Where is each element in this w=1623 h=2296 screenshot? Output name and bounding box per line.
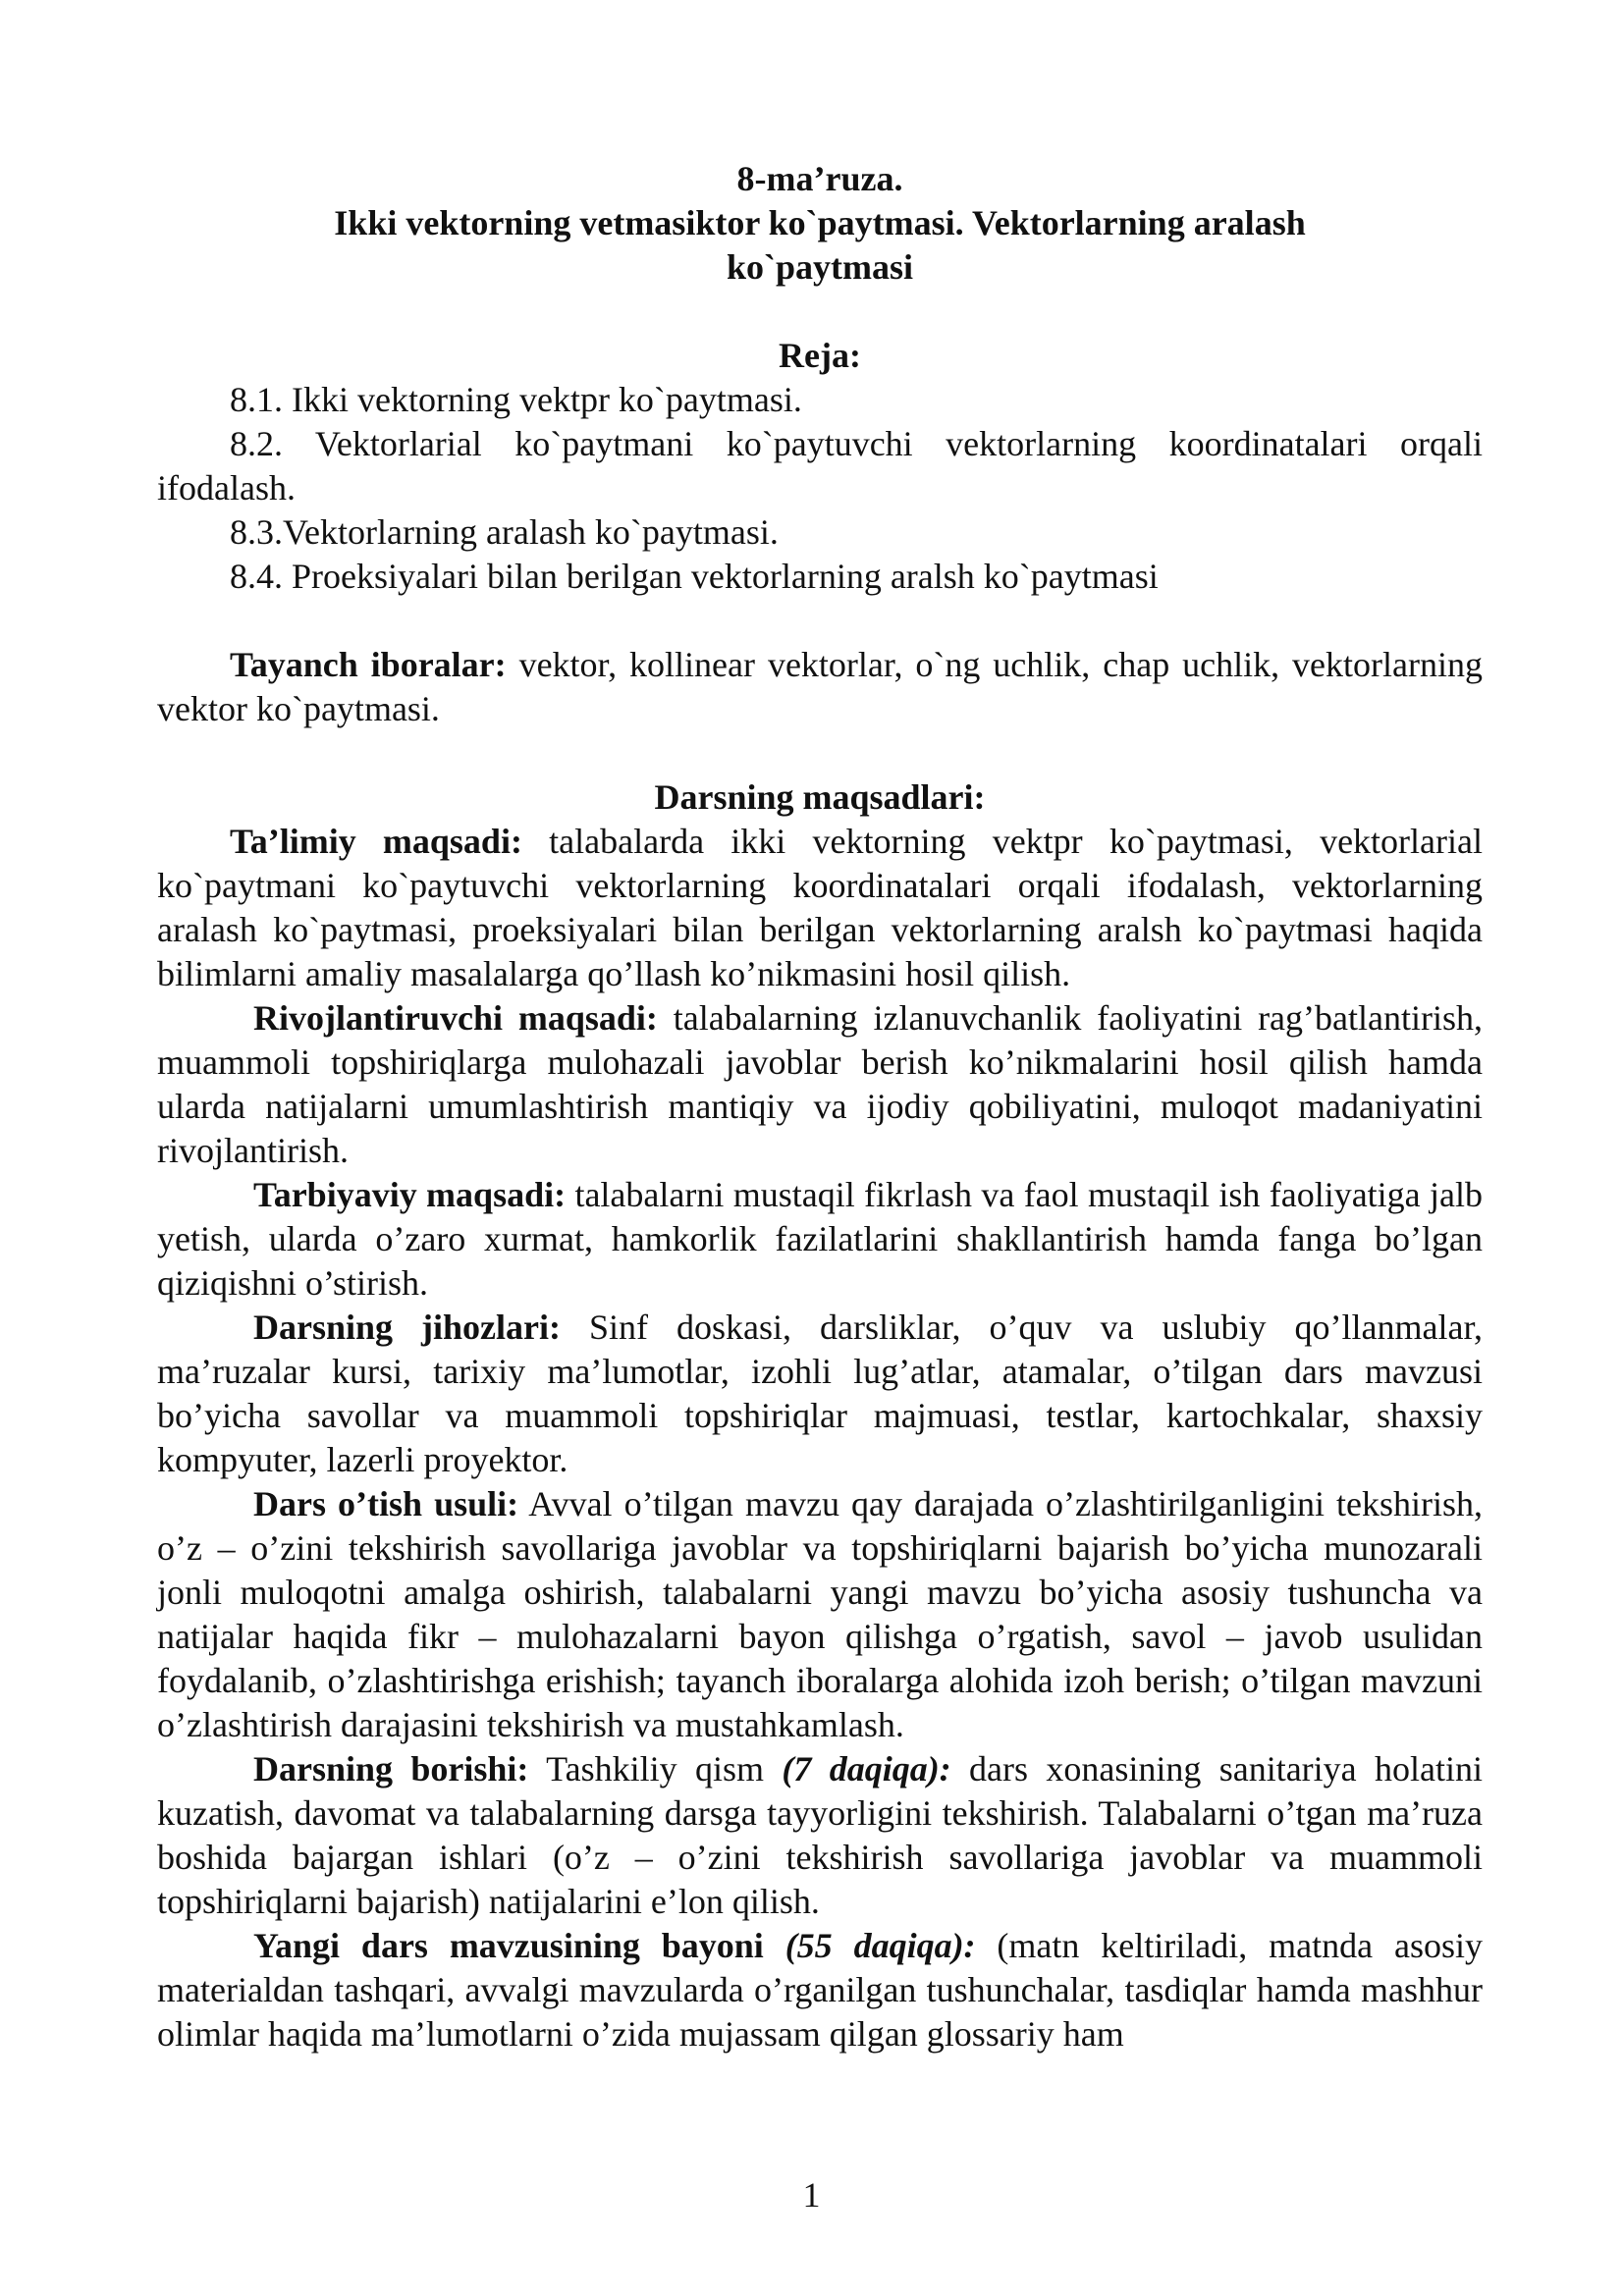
lesson-progress-duration: (7 daqiqa): [782, 1749, 951, 1789]
educational-goal-label: Ta’limiy maqsadi: [230, 822, 522, 861]
key-phrases-paragraph [157, 643, 1483, 731]
upbringing-goal-text: talabalarni mustaqil fikrlash va faol mustaqil ish faoliyatiga jalb yetish, ularda o’zaro xurmat, hamkorlik fazilatlarini shakllantirish hamda fanga bo’lgan qiziqishni o’stirish. [157, 1175, 1483, 1303]
new-topic-text: (matn keltiriladi, matnda asosiy materialdan tashqari, avvalgi mavzularda o’rganilgan tushunchalar, tasdiqlar hamda mashhur olimlar haqida ma’lumotlarni o’zida mujassam qilgan glossariy ham [157, 1926, 1483, 2054]
developmental-goal-label: Rivojlantiruvchi maqsadi: [253, 998, 658, 1038]
new-topic-duration: (55 daqiqa): [784, 1926, 976, 1965]
page-content [157, 157, 1483, 2056]
spacer [157, 731, 1483, 775]
teaching-method-label: Dars o’tish usuli: [253, 1484, 519, 1523]
plan-item: 8.2. Vektorlarial ko`paytmani ko`paytuvchi vektorlarning koordinatalari orqali ifodalash. [157, 424, 1483, 507]
plan-item: 8.1. Ikki vektorning vektpr ko`paytmasi. [230, 380, 802, 419]
plan-heading: Reja: [779, 336, 861, 375]
key-phrases-text: vektor, kollinear vektorlar, o`ng uchlik, chap uchlik, vektorlarning vektor ko`paytmasi. [157, 645, 1483, 728]
spacer [157, 599, 1483, 643]
teaching-method-paragraph [157, 1482, 1483, 1747]
lesson-progress-text: Tashkiliy qism [528, 1749, 783, 1789]
equipment-label: Darsning jihozlari: [253, 1308, 561, 1347]
educational-goal-text: talabalarda ikki vektorning vektpr ko`paytmasi, vektorlarial ko`paytmani ko`paytuvchi vektorlarning koordinatalari orqali ifodalash, vektorlarning aralash ko`paytmasi, proeksiyalari bilan berilgan vektorlarning aralsh ko`paytmasi haqida bilimlarni amaliy masalalarga qo’llash ko’nikmasini hosil qilish. [157, 822, 1483, 993]
upbringing-goal-paragraph [157, 1173, 1483, 1306]
teaching-method-text: Avval o’tilgan mavzu qay darajada o’zlashtirilganligini tekshirish, o’z – o’zini tekshirish savollariga javoblar va topshiriqlarni bajarish bo’yicha munozarali jonli muloqotni amalga oshirish, talabalarni yangi mavzu bo’yicha asosiy tushuncha va natijalar haqida fikr – mulohazalarni bayon qilishga o’rgatish, savol – javob usulidan foydalanib, o’zlashtirishga erishish; tayanch iboralarga alohida izoh berish; o’tilgan mavzuni o’zlashtirish darajasini tekshirish va mustahkamlash. [157, 1484, 1484, 1744]
goals-heading: Darsning maqsadlari: [654, 777, 986, 817]
plan-item: 8.3.Vektorlarning aralash ko`paytmasi. [230, 512, 779, 552]
developmental-goal-paragraph [157, 996, 1483, 1173]
developmental-goal-text: talabalarning izlanuvchanlik faoliyatini rag’batlantirish, muammoli topshiriqlarga mulohazali javoblar berish ko’nikmalarini hosil qilish hamda ularda natijalarni umumlashtirish mantiqiy va ijodiy qobiliyatini, muloqot madaniyatini rivojlantirish. [157, 998, 1483, 1170]
equipment-paragraph [157, 1306, 1483, 1482]
key-phrases-label: Tayanch iboralar: [230, 645, 507, 684]
equipment-text: Sinf doskasi, darsliklar, o’quv va uslubiy qo’llanmalar, ma’ruzalar kursi, tarixiy ma’lumotlar, izohli lug’atlar, atamalar, o’tilgan dars mavzusi bo’yicha savollar va muammoli topshiriqlar majmuasi, testlar, kartochkalar, shaxsiy kompyuter, lazerli proyektor. [157, 1308, 1483, 1479]
spacer [157, 290, 1483, 334]
lecture-title-line2: ko`paytmasi [726, 247, 914, 287]
lesson-progress-paragraph [157, 1747, 1483, 1924]
upbringing-goal-label: Tarbiyaviy maqsadi: [253, 1175, 567, 1214]
page-number: 1 [802, 2175, 821, 2215]
lesson-progress-text-rest: dars xonasining sanitariya holatini kuzatish, davomat va talabalarning darsga tayyorligini tekshirish. Talabalarni o’tgan ma’ruza boshida bajargan ishlari (o’z – o’zini tekshirish savollariga javoblar va muammoli topshiriqlarni bajarish) natijalarini e’lon qilish. [157, 1749, 1483, 1921]
lecture-number: 8-ma’ruza. [736, 159, 903, 198]
lesson-progress-label: Darsning borishi: [253, 1749, 529, 1789]
new-topic-paragraph [157, 1924, 1483, 2056]
plan-item: 8.4. Proeksiyalari bilan berilgan vektorlarning aralsh ko`paytmasi [230, 557, 1159, 596]
educational-goal-paragraph [157, 820, 1483, 996]
new-topic-label: Yangi dars mavzusining bayoni [253, 1926, 785, 1965]
lecture-title-line1: Ikki vektorning vetmasiktor ko`paytmasi. Vektorlarning aralash [334, 203, 1306, 242]
